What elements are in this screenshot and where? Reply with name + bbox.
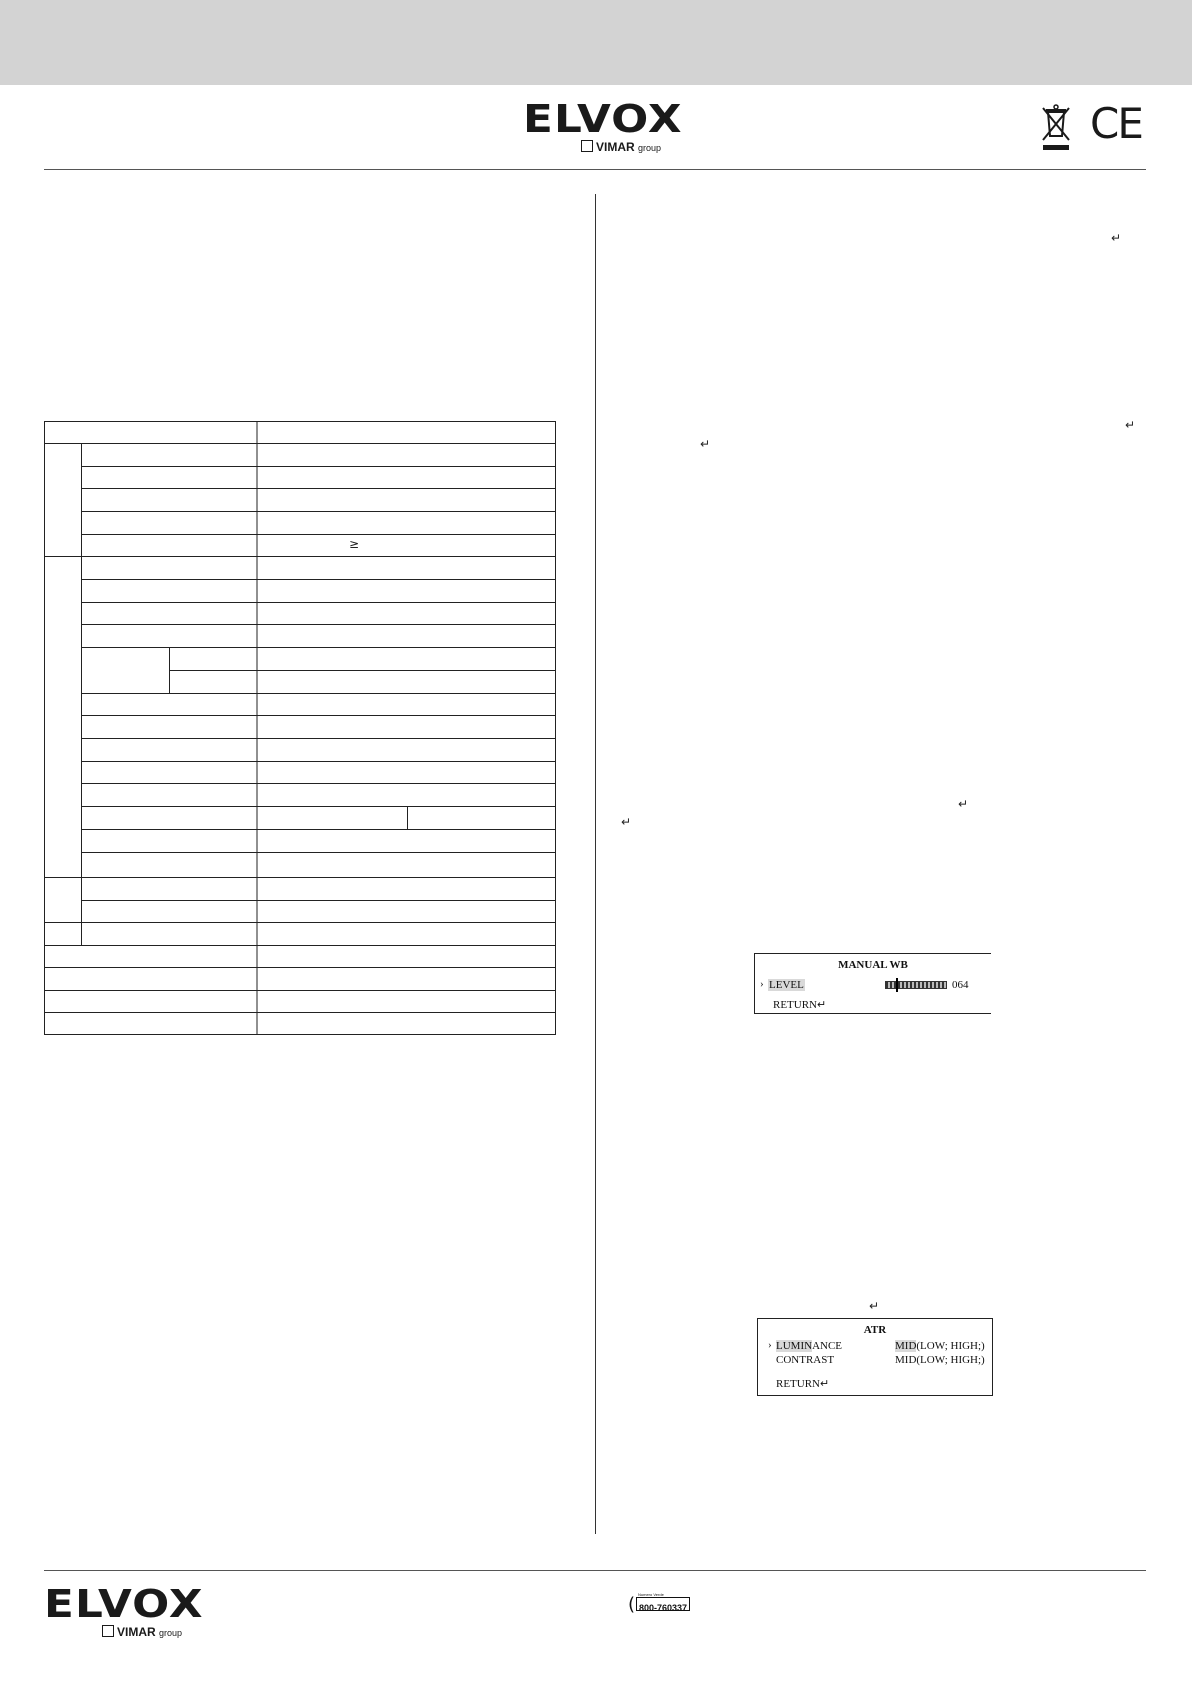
logo-wordmark: ELVOX bbox=[523, 97, 683, 141]
enter-key-icon: ↵ bbox=[621, 815, 632, 829]
header-band bbox=[0, 0, 1192, 85]
enter-key-icon: ↵ bbox=[1111, 231, 1122, 245]
atr-luminance-value-rest: (LOW; HIGH;) bbox=[916, 1340, 985, 1352]
atr-luminance-value bbox=[895, 1340, 985, 1352]
manual-wb-level-bar bbox=[885, 981, 947, 989]
manual-wb-menu bbox=[754, 953, 991, 1014]
phone-handset-icon: ( bbox=[628, 1594, 636, 1615]
toll-free-box bbox=[636, 1597, 690, 1611]
footer-logo-group-suffix: group bbox=[159, 1628, 183, 1638]
vimar-mark-icon bbox=[102, 1625, 114, 1637]
footer-logo-group-brand: VIMAR bbox=[117, 1625, 156, 1639]
atr-return: RETURN↵ bbox=[776, 1378, 830, 1390]
manual-wb-return: RETURN↵ bbox=[773, 999, 827, 1011]
enter-key-icon: ↵ bbox=[958, 797, 969, 811]
footer-logo-wordmark: ELVOX bbox=[44, 1582, 204, 1626]
enter-key-icon: ↵ bbox=[1125, 418, 1136, 432]
table-inline-symbol: ≥ bbox=[349, 537, 360, 551]
footer-rule bbox=[44, 1570, 1146, 1571]
footer-logo-group-line bbox=[102, 1625, 182, 1640]
menu-cursor-icon: › bbox=[768, 1339, 772, 1351]
logo-group-line bbox=[581, 140, 661, 155]
logo-group-suffix: group bbox=[638, 143, 662, 153]
menu-cursor-icon: › bbox=[760, 978, 764, 990]
toll-free-label: Numero Verde bbox=[638, 1592, 664, 1597]
elvox-footer-logo bbox=[44, 1582, 204, 1641]
manual-wb-title: MANUAL WB bbox=[838, 959, 908, 971]
atr-luminance-value-highlight: MID bbox=[895, 1340, 917, 1352]
spec-table bbox=[44, 421, 556, 1035]
enter-key-icon: ↵ bbox=[700, 437, 711, 451]
spec-table-grid bbox=[44, 421, 556, 1035]
atr-luminance-highlight: LUMIN bbox=[776, 1340, 813, 1352]
atr-contrast-value: MID(LOW; HIGH;) bbox=[895, 1354, 985, 1366]
atr-contrast-label: CONTRAST bbox=[776, 1354, 835, 1366]
vimar-mark-icon bbox=[581, 140, 593, 152]
column-divider bbox=[595, 194, 596, 1534]
manual-wb-level-value: 064 bbox=[952, 979, 969, 991]
atr-luminance-label bbox=[776, 1340, 842, 1352]
manual-wb-level-label: LEVEL bbox=[769, 979, 804, 991]
logo-group-brand: VIMAR bbox=[596, 140, 635, 154]
atr-luminance-rest: ANCE bbox=[812, 1340, 843, 1352]
enter-key-icon: ↵ bbox=[869, 1299, 880, 1313]
weee-bin-icon bbox=[1040, 102, 1072, 152]
atr-menu bbox=[757, 1318, 993, 1396]
header-rule bbox=[44, 169, 1146, 170]
manual-wb-level-marker bbox=[896, 978, 898, 992]
ce-mark-icon: CE bbox=[1090, 99, 1142, 148]
toll-free-badge bbox=[628, 1592, 688, 1615]
elvox-logo bbox=[523, 97, 683, 156]
atr-title: ATR bbox=[863, 1324, 887, 1336]
toll-free-number: 800-760337 bbox=[639, 1603, 688, 1613]
